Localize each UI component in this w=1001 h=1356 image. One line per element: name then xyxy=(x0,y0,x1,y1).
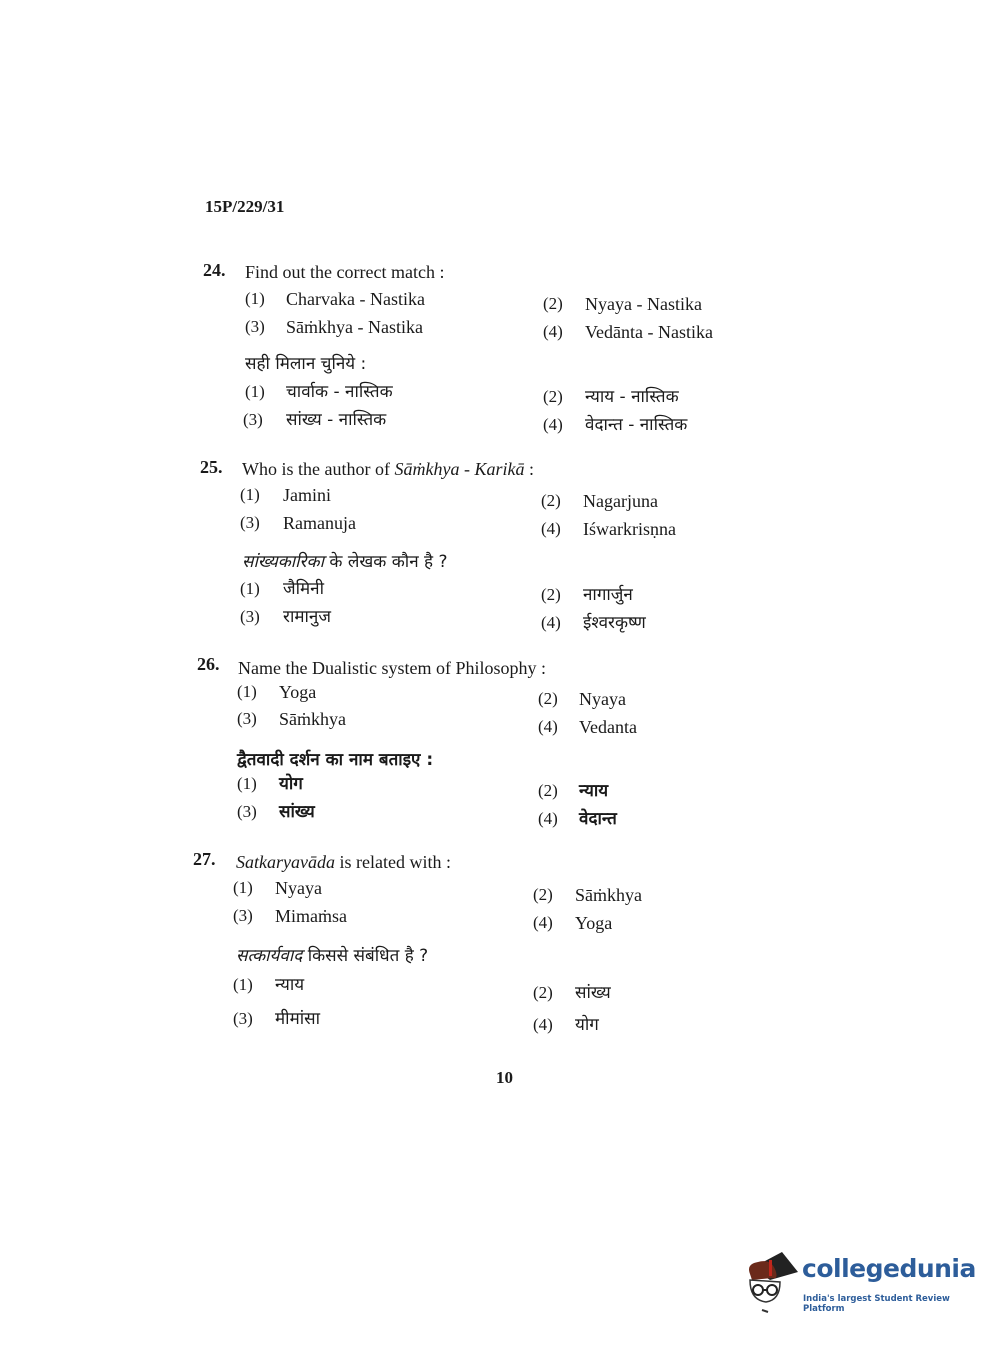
option-label: (1) xyxy=(245,289,265,308)
brand-tagline: India's largest Student Review Platform xyxy=(803,1294,950,1314)
option-text-hindi: न्याय - नास्तिक xyxy=(585,387,679,407)
question-text-part: is related with : xyxy=(334,852,451,872)
option-label: (3) xyxy=(233,1009,253,1028)
question-number: 27. xyxy=(193,849,216,869)
option-label: (3) xyxy=(243,410,263,429)
option-label: (3) xyxy=(245,317,265,336)
option-text-hindi: वेदान्त - नास्तिक xyxy=(585,415,688,435)
option-label: (4) xyxy=(541,613,561,632)
question-number: 24. xyxy=(203,260,226,280)
option-label: (2) xyxy=(538,781,558,800)
option-text: Yoga xyxy=(279,682,317,702)
option-text-hindi: सांख्य - नास्तिक xyxy=(286,410,387,430)
question-text-hindi: द्वैतवादी दर्शन का नाम बताइए : xyxy=(237,750,434,770)
option-text: Nyaya xyxy=(275,878,322,898)
option-label: (4) xyxy=(533,1015,553,1034)
option-text: Nyaya xyxy=(579,689,626,709)
option-label: (1) xyxy=(240,579,260,598)
option-label: (3) xyxy=(237,709,257,728)
option-text-hindi: मीमांसा xyxy=(275,1009,321,1029)
option-label: (2) xyxy=(543,294,563,313)
option-text: Sāṁkhya xyxy=(575,885,642,905)
option-label: (1) xyxy=(233,878,253,897)
question-text xyxy=(242,458,534,480)
option-label: (2) xyxy=(533,885,553,904)
option-text: Sāṁkhya xyxy=(279,709,346,729)
option-text-hindi: सांख्य xyxy=(575,983,611,1003)
option-label: (4) xyxy=(538,809,558,828)
option-text-hindi: योग xyxy=(575,1015,599,1035)
option-text: Mimaṁsa xyxy=(275,906,347,926)
option-label: (1) xyxy=(233,975,253,994)
option-text-hindi: सांख्य xyxy=(279,802,315,822)
option-label: (2) xyxy=(541,491,561,510)
option-text-hindi: नागार्जुन xyxy=(583,585,633,605)
option-label: (3) xyxy=(237,802,257,821)
option-text: Jamini xyxy=(283,485,331,505)
option-label: (1) xyxy=(237,774,257,793)
question-text-hindi xyxy=(242,551,448,573)
option-label: (2) xyxy=(541,585,561,604)
option-label: (4) xyxy=(533,913,553,932)
question-text-part: किससे संबंधित है ? xyxy=(302,946,429,966)
question-text-italic: सांख्यकारिका xyxy=(242,552,324,572)
question-text-part: Who is the author of xyxy=(242,459,395,479)
option-text-hindi: न्याय xyxy=(579,781,609,801)
option-text: Ramanuja xyxy=(283,513,356,533)
question-number: 26. xyxy=(197,654,220,674)
option-text: Iśwarkrisṇna xyxy=(583,519,676,539)
paper-code: 15P/229/31 xyxy=(205,197,285,216)
question-text-hindi: सही मिलान चुनिये : xyxy=(245,354,367,374)
mascot-icon xyxy=(742,1250,800,1316)
option-text-hindi: रामानुज xyxy=(283,607,331,627)
option-label: (4) xyxy=(543,415,563,434)
option-label: (2) xyxy=(543,387,563,406)
question-text: Find out the correct match : xyxy=(245,262,445,282)
question-text-italic: Sāṁkhya - Karikā xyxy=(394,459,525,479)
option-label: (4) xyxy=(543,322,563,341)
option-text-hindi: न्याय xyxy=(275,975,305,995)
option-text: Nagarjuna xyxy=(583,491,658,511)
question-text-hindi xyxy=(236,945,428,967)
page-number: 10 xyxy=(496,1068,513,1087)
option-text-hindi: ईश्वरकृष्ण xyxy=(583,613,646,633)
option-label: (2) xyxy=(538,689,558,708)
option-label: (1) xyxy=(237,682,257,701)
option-label: (3) xyxy=(240,513,260,532)
option-label: (4) xyxy=(541,519,561,538)
option-text: Sāṁkhya - Nastika xyxy=(286,317,423,337)
option-text-hindi: जैमिनी xyxy=(283,579,325,599)
option-text: Vedanta xyxy=(579,717,637,737)
option-label: (1) xyxy=(245,382,265,401)
option-label: (1) xyxy=(240,485,260,504)
option-text-hindi: वेदान्त xyxy=(579,809,617,829)
question-text xyxy=(236,851,451,873)
option-text: Nyaya - Nastika xyxy=(585,294,702,314)
option-label: (3) xyxy=(233,906,253,925)
option-label: (2) xyxy=(533,983,553,1002)
option-label: (3) xyxy=(240,607,260,626)
question-number: 25. xyxy=(200,457,223,477)
collegedunia-watermark xyxy=(742,1250,976,1316)
question-text-italic: सत्कार्यवाद xyxy=(236,946,303,966)
option-text-hindi: चार्वाक - नास्तिक xyxy=(286,382,393,402)
option-label: (4) xyxy=(538,717,558,736)
question-text: Name the Dualistic system of Philosophy : xyxy=(238,658,546,678)
option-text: Yoga xyxy=(575,913,613,933)
option-text: Charvaka - Nastika xyxy=(286,289,425,309)
option-text-hindi: योग xyxy=(279,774,303,794)
option-text: Vedānta - Nastika xyxy=(585,322,713,342)
question-text-part: : xyxy=(524,459,534,479)
brand-name: collegedunia xyxy=(802,1254,976,1283)
question-text-part: के लेखक कौन है ? xyxy=(323,552,448,572)
question-text-italic: Satkaryavāda xyxy=(236,852,335,872)
